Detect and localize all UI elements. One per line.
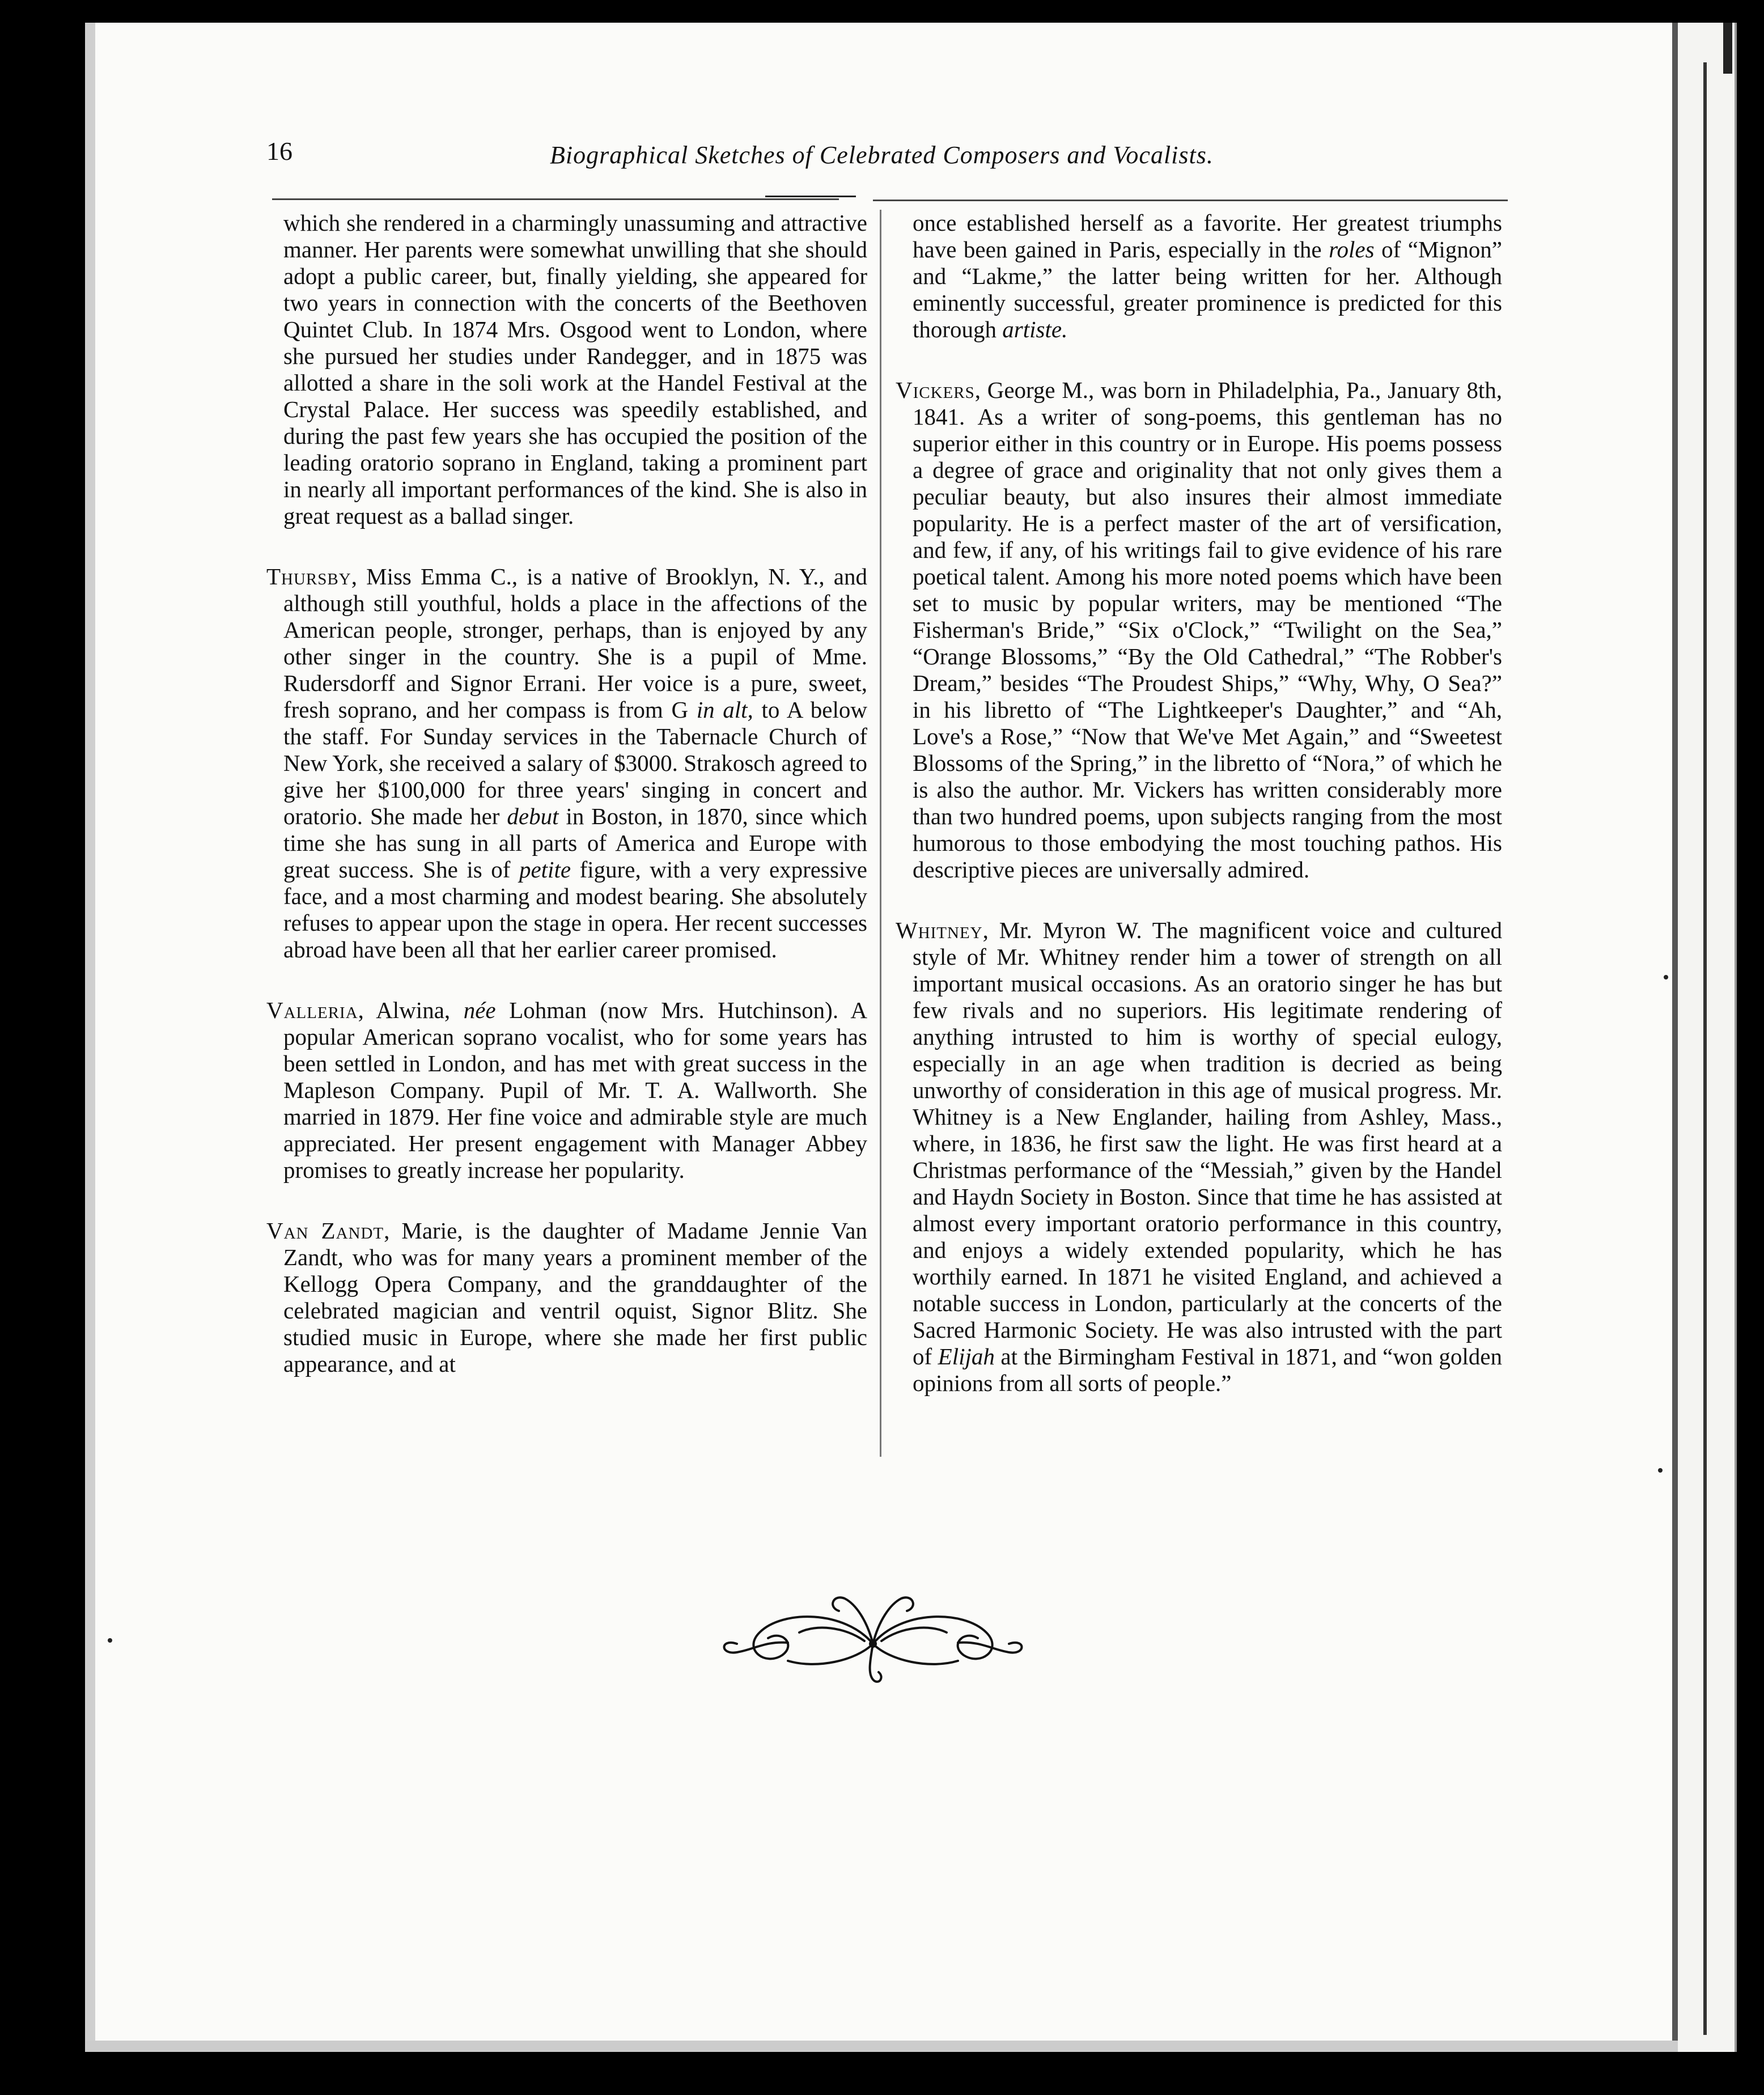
flourish-ornament-icon bbox=[714, 1576, 1032, 1689]
entry-name: Whitney bbox=[896, 917, 983, 943]
scan-corner-mark bbox=[1723, 23, 1732, 74]
entry-text: , George M., was born in Philadelphia, Pa., January 8th, 1841. As a writer of song-poems, this gentleman has no superior either in this country or in Europe. His poems possess a degree of grace and originality that not only gives them a peculiar beauty, but also insures their almost immediate popularity. He is a perfect master of the art of versification, and few, if any, of his writings fail to give evidence of his rare poetical talent. Among his more noted poems which have been set to music by popular writers, may be mentioned “The Fisherman's Bride,” “Six o'Clock,” “Twilight on the Sea,” “Orange Blossoms,” “By the Old Cathedral,” “The Robber's Dream,” besides “The Proudest Ships,” “Why, Why, O Sea?” in his libretto of “The Lightkeeper's Daughter,” and “Ah, Love's a Rose,” “Now that We've Met Again,” and “Sweetest Blossoms of the Spring,” in the libretto of “Nora,” of which he is also the author. Mr. Vickers has written considerably more than two hundred poems, upon subjects ranging from the most humorous to those embodying the most touching pathos. His descriptive pieces are universally admired. bbox=[913, 377, 1502, 883]
entry-italic: in alt, bbox=[696, 697, 753, 723]
entry-name: Vickers bbox=[896, 377, 975, 403]
entry-italic: Elijah bbox=[938, 1343, 995, 1369]
entry-italic: petite bbox=[519, 856, 571, 883]
entry-text: figure, with a very expressive face, and a most charming and modest bearing. She absolutely refuses to appear upon the stage in opera. Her recent successes abroad have been all that her earlier career promised. bbox=[283, 856, 867, 962]
spacer bbox=[266, 1184, 867, 1218]
header-rule-right bbox=[873, 200, 1508, 201]
page-right-border bbox=[1672, 23, 1678, 2052]
entry-text: Lohman (now Mrs. Hutchinson). A popular American soprano vocalist, who for some years has been settled in London, and has met with great success in the Mapleson Company. Pupil of Mr. T. A. Wallworth. She married in 1879. Her fine voice and admirable style are much appreciated. Her present engagement with Manager Abbey promises to greatly increase her popularity. bbox=[283, 997, 868, 1183]
entry-name: Thursby bbox=[266, 563, 351, 590]
scan-line-outer bbox=[1735, 23, 1737, 2052]
entry-text: of “Mignon” and “Lakme,” the latter being written for her. Although eminently successful, greater prominence is predicted for this thorough bbox=[913, 236, 1502, 342]
right-column bbox=[896, 210, 1502, 1397]
stray-mark bbox=[108, 1638, 112, 1643]
page-edge bbox=[85, 23, 95, 2052]
entry-valleria bbox=[266, 997, 867, 1184]
running-title: Biographical Sketches of Celebrated Composers and Vocalists. bbox=[550, 141, 1214, 169]
entry-text: , Miss Emma C., is a native of Brooklyn, N. Y., and although still youthful, holds a place in the affections of the American people, stronger, perhaps, than is enjoyed by any other singer in the country. She is a pupil of Mme. Rudersdorff and Signor Errani. Her voice is a pure, sweet, fresh soprano, and her compass is from G bbox=[283, 563, 867, 723]
entry-italic: roles bbox=[1329, 236, 1375, 262]
page-bottom-shadow bbox=[85, 2041, 1678, 2052]
entry-whitney bbox=[896, 917, 1502, 1397]
entry-italic: artiste. bbox=[1002, 316, 1068, 342]
spacer bbox=[896, 883, 1502, 917]
entry-van-zandt bbox=[266, 1218, 867, 1377]
entry-text: to A below the staff. For Sunday services in the Tabernacle Church of New York, she received a salary of $3000. Strakosch agreed to give her $100,000 for three years' singing in concert and oratorio. She made her bbox=[283, 697, 867, 829]
scan-line bbox=[1703, 62, 1707, 2035]
page-number: 16 bbox=[266, 137, 292, 166]
entry-italic: debut bbox=[507, 803, 559, 829]
entry-thursby bbox=[266, 563, 867, 963]
header-rule-mid bbox=[765, 196, 856, 197]
entry-text: , Mr. Myron W. The magnificent voice and cultured style of Mr. Whitney render him a tower of strength on all important musical occasions. As an oratorio singer he has but few rivals and no superiors. His legitimate rendering of anything intrusted to him is worthy of special eulogy, especially in an age when tradition is decried as being unworthy of consideration in this age of musical progress. Mr. Whitney is a New Englander, hailing from Ashley, Mass., where, in 1836, he first saw the light. He was first heard at a Christmas performance of the “Messiah,” given by the Handel and Haydn Society in Boston. Since that time he has assisted at almost every important oratorio performance in this country, and enjoys a widely extended popularity, which he has worthily earned. In 1871 he visited England, and achieved a notable success in London, particularly at the concerts of the Sacred Harmonic Society. He was also intrusted with the part of bbox=[913, 917, 1502, 1369]
running-head bbox=[266, 136, 1525, 176]
van-zandt-continuation bbox=[896, 210, 1502, 343]
spacer bbox=[266, 529, 867, 563]
entry-vickers bbox=[896, 377, 1502, 883]
spacer bbox=[896, 343, 1502, 377]
entry-name: Valleria bbox=[266, 997, 358, 1023]
entry-text: , Marie, is the daughter of Madame Jennie Van Zandt, who was for many years a prominent member of the Kellogg Opera Company, and the granddaughter of the celebrated magician and ventril oquist, Signor Blitz. She studied music in Europe, where she made her first public appearance, and at bbox=[283, 1218, 867, 1377]
spacer bbox=[266, 963, 867, 997]
left-column bbox=[266, 210, 867, 1377]
entry-name: Van Zandt bbox=[266, 1218, 384, 1244]
stray-mark bbox=[1658, 1468, 1663, 1473]
header-rule-left bbox=[272, 198, 839, 200]
stray-mark bbox=[1664, 975, 1668, 979]
entry-text: at the Birmingham Festival in 1871, and “won golden opinions from all sorts of people.” bbox=[913, 1343, 1502, 1396]
entry-text: , Alwina, bbox=[358, 997, 464, 1023]
ornament-center-dot bbox=[869, 1640, 877, 1648]
osgood-continuation: which she rendered in a charmingly unassuming and attractive manner. Her parents were somewhat unwilling that she should adopt a public career, but, finally yielding, she appeared for two years in connection with the concerts of the Beethoven Quintet Club. In 1874 Mrs. Osgood went to London, where she pursued her studies under Randegger, and in 1875 was allotted a share in the soli work at the Handel Festival at the Crystal Palace. Her success was speedily established, and during the past few years she has occupied the position of the leading oratorio soprano in England, taking a prominent part in nearly all important performances of the kind. She is also in great request as a ballad singer. bbox=[283, 210, 867, 529]
entry-text: once established herself as a favorite. Her greatest triumphs have been gained in Paris, especially in the bbox=[913, 210, 1502, 262]
column-divider bbox=[880, 210, 881, 1457]
entry-text: in Boston, in 1870, since which time she has sung in all parts of America and Europe with great success. She is of bbox=[283, 803, 867, 883]
entry-italic: née bbox=[463, 997, 496, 1023]
